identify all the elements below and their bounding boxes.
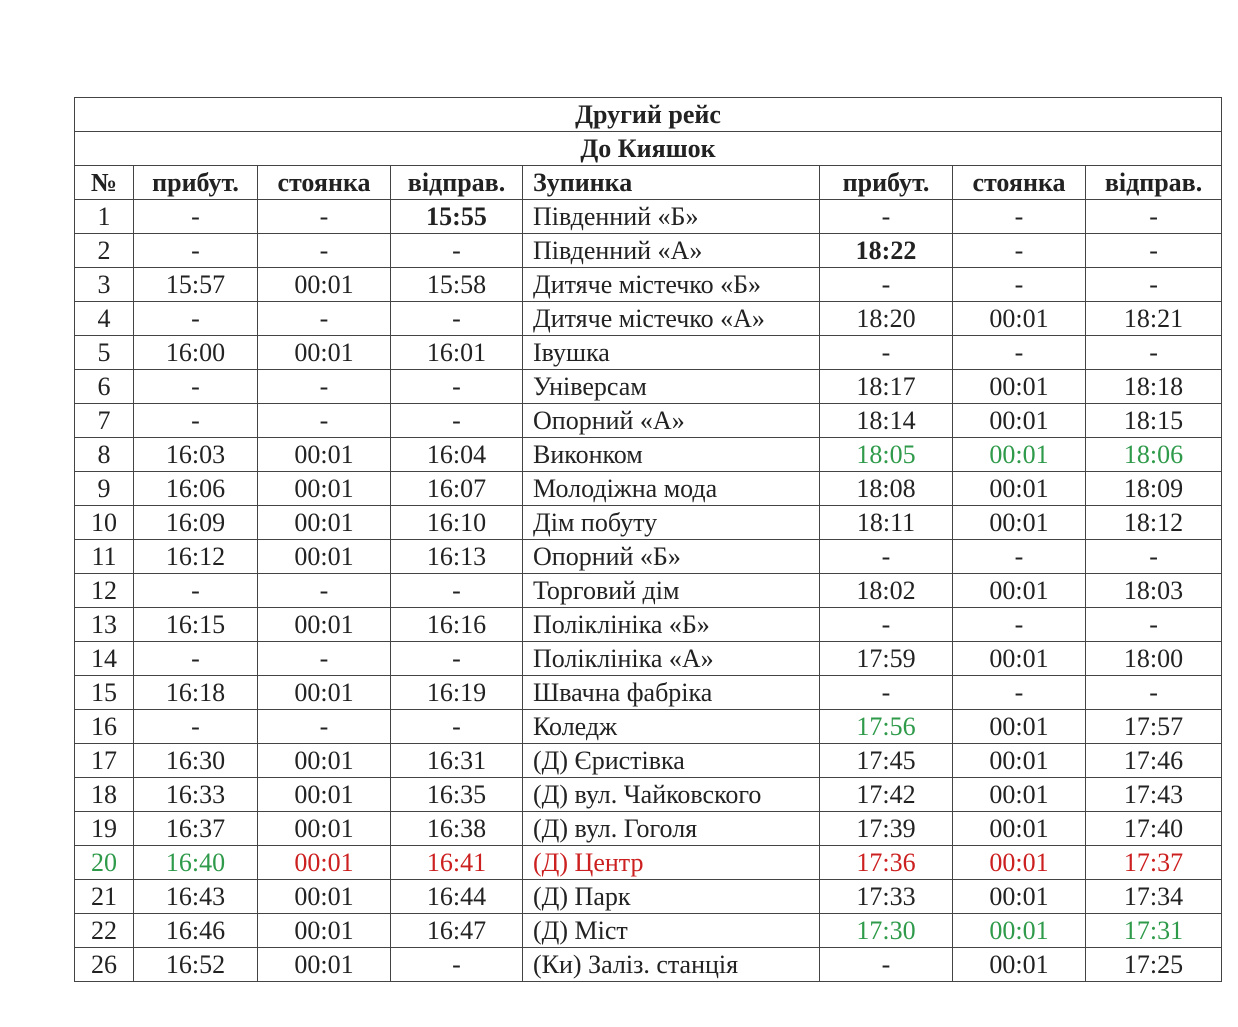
departure-back: 18:18 xyxy=(1086,370,1222,404)
stop-number: 8 xyxy=(75,438,134,472)
departure-back: 17:57 xyxy=(1086,710,1222,744)
arrival-out: - xyxy=(134,302,258,336)
stop-time-back: 00:01 xyxy=(953,574,1086,608)
departure-out: - xyxy=(391,234,523,268)
header-row xyxy=(75,166,1222,200)
subtitle-row xyxy=(75,132,1222,166)
stop-time-out: - xyxy=(258,370,391,404)
departure-back: - xyxy=(1086,608,1222,642)
arrival-back: - xyxy=(820,200,953,234)
stop-number: 20 xyxy=(75,846,134,880)
arrival-out: 16:37 xyxy=(134,812,258,846)
table-row xyxy=(75,880,1222,914)
stop-name: Івушка xyxy=(523,336,820,370)
stop-time-out: 00:01 xyxy=(258,846,391,880)
departure-back: - xyxy=(1086,200,1222,234)
departure-back: 17:37 xyxy=(1086,846,1222,880)
departure-out: 16:04 xyxy=(391,438,523,472)
schedule-body xyxy=(75,98,1222,982)
stop-number: 14 xyxy=(75,642,134,676)
stop-name: Дитяче містечко «А» xyxy=(523,302,820,336)
stop-name: Опорний «Б» xyxy=(523,540,820,574)
stop-number: 26 xyxy=(75,948,134,982)
departure-out: 16:35 xyxy=(391,778,523,812)
arrival-back: 18:14 xyxy=(820,404,953,438)
stop-time-back: 00:01 xyxy=(953,744,1086,778)
stop-name: Поліклініка «Б» xyxy=(523,608,820,642)
arrival-out: 16:18 xyxy=(134,676,258,710)
table-row xyxy=(75,608,1222,642)
stop-time-out: - xyxy=(258,200,391,234)
stop-time-out: 00:01 xyxy=(258,540,391,574)
table-row xyxy=(75,472,1222,506)
stop-time-out: 00:01 xyxy=(258,948,391,982)
departure-back: 18:06 xyxy=(1086,438,1222,472)
stop-time-out: - xyxy=(258,234,391,268)
departure-out: - xyxy=(391,574,523,608)
stop-name: (Д) Центр xyxy=(523,846,820,880)
stop-time-out: 00:01 xyxy=(258,914,391,948)
arrival-out: 16:33 xyxy=(134,778,258,812)
stop-time-back: 00:01 xyxy=(953,880,1086,914)
departure-back: - xyxy=(1086,234,1222,268)
departure-out: 16:38 xyxy=(391,812,523,846)
stop-name: (Д) Єристівка xyxy=(523,744,820,778)
departure-back: 18:03 xyxy=(1086,574,1222,608)
stop-time-out: 00:01 xyxy=(258,880,391,914)
stop-number: 11 xyxy=(75,540,134,574)
departure-out: - xyxy=(391,710,523,744)
table-row xyxy=(75,506,1222,540)
arrival-back: - xyxy=(820,540,953,574)
stop-time-back: 00:01 xyxy=(953,948,1086,982)
table-row xyxy=(75,404,1222,438)
departure-out: - xyxy=(391,948,523,982)
departure-back: 17:43 xyxy=(1086,778,1222,812)
stop-number: 16 xyxy=(75,710,134,744)
arrival-back: 18:17 xyxy=(820,370,953,404)
departure-back: 17:46 xyxy=(1086,744,1222,778)
table-row xyxy=(75,744,1222,778)
table-row xyxy=(75,574,1222,608)
arrival-out: - xyxy=(134,574,258,608)
stop-name: Виконком xyxy=(523,438,820,472)
departure-back: 18:21 xyxy=(1086,302,1222,336)
stop-time-out: 00:01 xyxy=(258,744,391,778)
stop-time-back: - xyxy=(953,336,1086,370)
arrival-back: 17:42 xyxy=(820,778,953,812)
stop-number: 3 xyxy=(75,268,134,302)
departure-back: 17:40 xyxy=(1086,812,1222,846)
arrival-back: 18:02 xyxy=(820,574,953,608)
departure-out: 16:47 xyxy=(391,914,523,948)
stop-time-out: 00:01 xyxy=(258,472,391,506)
stop-time-out: 00:01 xyxy=(258,676,391,710)
stop-time-out: 00:01 xyxy=(258,812,391,846)
arrival-out: 16:40 xyxy=(134,846,258,880)
table-row xyxy=(75,302,1222,336)
table-row xyxy=(75,438,1222,472)
stop-time-out: - xyxy=(258,574,391,608)
arrival-back: 18:20 xyxy=(820,302,953,336)
stop-time-back: 00:01 xyxy=(953,846,1086,880)
stop-number: 21 xyxy=(75,880,134,914)
arrival-out: 16:46 xyxy=(134,914,258,948)
table-row xyxy=(75,914,1222,948)
departure-out: 16:16 xyxy=(391,608,523,642)
table-row xyxy=(75,642,1222,676)
stop-number: 7 xyxy=(75,404,134,438)
header-stop-name: Зупинка xyxy=(523,166,820,200)
arrival-out: 16:06 xyxy=(134,472,258,506)
arrival-back: - xyxy=(820,948,953,982)
stop-number: 1 xyxy=(75,200,134,234)
header-number: № xyxy=(75,166,134,200)
stop-time-back: - xyxy=(953,540,1086,574)
stop-number: 13 xyxy=(75,608,134,642)
trip-direction: До Кияшок xyxy=(75,132,1222,166)
arrival-back: - xyxy=(820,336,953,370)
stop-time-back: 00:01 xyxy=(953,642,1086,676)
stop-name: Опорний «А» xyxy=(523,404,820,438)
stop-time-out: - xyxy=(258,302,391,336)
departure-out: - xyxy=(391,370,523,404)
stop-time-back: 00:01 xyxy=(953,778,1086,812)
stop-time-back: 00:01 xyxy=(953,370,1086,404)
stop-name: (Ки) Заліз. станція xyxy=(523,948,820,982)
title-row xyxy=(75,98,1222,132)
stop-number: 12 xyxy=(75,574,134,608)
table-row xyxy=(75,948,1222,982)
stop-time-back: 00:01 xyxy=(953,302,1086,336)
header-arrival-out: прибут. xyxy=(134,166,258,200)
table-row xyxy=(75,336,1222,370)
table-row xyxy=(75,200,1222,234)
departure-back: 18:15 xyxy=(1086,404,1222,438)
departure-out: 16:13 xyxy=(391,540,523,574)
arrival-back: 18:22 xyxy=(820,234,953,268)
arrival-back: 17:56 xyxy=(820,710,953,744)
table-row xyxy=(75,846,1222,880)
departure-out: 15:55 xyxy=(391,200,523,234)
stop-name: Торговий дім xyxy=(523,574,820,608)
arrival-back: 17:45 xyxy=(820,744,953,778)
stop-time-back: - xyxy=(953,234,1086,268)
stop-time-back: 00:01 xyxy=(953,914,1086,948)
stop-time-out: 00:01 xyxy=(258,506,391,540)
stop-time-out: 00:01 xyxy=(258,336,391,370)
departure-back: - xyxy=(1086,268,1222,302)
stop-name: (Д) вул. Гоголя xyxy=(523,812,820,846)
stop-time-back: - xyxy=(953,608,1086,642)
departure-out: 16:19 xyxy=(391,676,523,710)
arrival-out: 16:43 xyxy=(134,880,258,914)
arrival-out: 15:57 xyxy=(134,268,258,302)
departure-out: - xyxy=(391,404,523,438)
arrival-out: - xyxy=(134,642,258,676)
departure-back: 17:25 xyxy=(1086,948,1222,982)
stop-time-back: - xyxy=(953,268,1086,302)
departure-back: 18:12 xyxy=(1086,506,1222,540)
stop-name: Південний «Б» xyxy=(523,200,820,234)
stop-number: 4 xyxy=(75,302,134,336)
stop-time-out: - xyxy=(258,642,391,676)
departure-back: 18:09 xyxy=(1086,472,1222,506)
header-stop-out: стоянка xyxy=(258,166,391,200)
stop-number: 22 xyxy=(75,914,134,948)
stop-name: Південний «А» xyxy=(523,234,820,268)
stop-time-back: 00:01 xyxy=(953,404,1086,438)
stop-number: 18 xyxy=(75,778,134,812)
stop-name: Дитяче містечко «Б» xyxy=(523,268,820,302)
stop-time-back: 00:01 xyxy=(953,506,1086,540)
trip-title: Другий рейс xyxy=(75,98,1222,132)
stop-time-out: 00:01 xyxy=(258,608,391,642)
stop-time-back: 00:01 xyxy=(953,710,1086,744)
table-row xyxy=(75,234,1222,268)
departure-out: 15:58 xyxy=(391,268,523,302)
stop-time-out: - xyxy=(258,710,391,744)
arrival-back: 18:11 xyxy=(820,506,953,540)
arrival-out: 16:09 xyxy=(134,506,258,540)
departure-out: 16:44 xyxy=(391,880,523,914)
arrival-out: - xyxy=(134,200,258,234)
arrival-back: 17:59 xyxy=(820,642,953,676)
departure-out: 16:10 xyxy=(391,506,523,540)
table-row xyxy=(75,268,1222,302)
departure-back: - xyxy=(1086,540,1222,574)
arrival-back: 17:39 xyxy=(820,812,953,846)
stop-time-out: - xyxy=(258,404,391,438)
arrival-back: - xyxy=(820,676,953,710)
stop-name: Поліклініка «А» xyxy=(523,642,820,676)
stop-name: (Д) вул. Чайковского xyxy=(523,778,820,812)
departure-out: 16:31 xyxy=(391,744,523,778)
table-row xyxy=(75,710,1222,744)
stop-number: 17 xyxy=(75,744,134,778)
stop-time-out: 00:01 xyxy=(258,268,391,302)
stop-number: 19 xyxy=(75,812,134,846)
arrival-out: - xyxy=(134,370,258,404)
stop-number: 2 xyxy=(75,234,134,268)
departure-back: - xyxy=(1086,336,1222,370)
stop-name: Коледж xyxy=(523,710,820,744)
stop-time-back: 00:01 xyxy=(953,812,1086,846)
stop-time-back: - xyxy=(953,200,1086,234)
header-departure-back: відправ. xyxy=(1086,166,1222,200)
arrival-out: - xyxy=(134,710,258,744)
schedule-table xyxy=(74,97,1222,982)
departure-back: 17:34 xyxy=(1086,880,1222,914)
arrival-back: 17:33 xyxy=(820,880,953,914)
arrival-back: 17:36 xyxy=(820,846,953,880)
stop-number: 6 xyxy=(75,370,134,404)
table-row xyxy=(75,540,1222,574)
arrival-out: 16:00 xyxy=(134,336,258,370)
departure-out: - xyxy=(391,302,523,336)
departure-back: 17:31 xyxy=(1086,914,1222,948)
table-row xyxy=(75,370,1222,404)
table-row xyxy=(75,676,1222,710)
stop-number: 10 xyxy=(75,506,134,540)
departure-out: 16:01 xyxy=(391,336,523,370)
stop-name: Швачна фабріка xyxy=(523,676,820,710)
stop-name: Дім побуту xyxy=(523,506,820,540)
stop-name: (Д) Міст xyxy=(523,914,820,948)
stop-time-out: 00:01 xyxy=(258,438,391,472)
table-row xyxy=(75,812,1222,846)
departure-back: - xyxy=(1086,676,1222,710)
arrival-out: 16:15 xyxy=(134,608,258,642)
arrival-back: 18:05 xyxy=(820,438,953,472)
arrival-back: - xyxy=(820,608,953,642)
arrival-back: 18:08 xyxy=(820,472,953,506)
arrival-out: - xyxy=(134,404,258,438)
arrival-out: - xyxy=(134,234,258,268)
stop-number: 5 xyxy=(75,336,134,370)
table-row xyxy=(75,778,1222,812)
header-departure-out: відправ. xyxy=(391,166,523,200)
header-stop-back: стоянка xyxy=(953,166,1086,200)
stop-time-back: 00:01 xyxy=(953,472,1086,506)
stop-time-back: 00:01 xyxy=(953,438,1086,472)
stop-name: Молодіжна мода xyxy=(523,472,820,506)
arrival-out: 16:12 xyxy=(134,540,258,574)
departure-out: 16:41 xyxy=(391,846,523,880)
stop-time-out: 00:01 xyxy=(258,778,391,812)
arrival-out: 16:30 xyxy=(134,744,258,778)
header-arrival-back: прибут. xyxy=(820,166,953,200)
stop-name: Універсам xyxy=(523,370,820,404)
stop-name: (Д) Парк xyxy=(523,880,820,914)
arrival-back: 17:30 xyxy=(820,914,953,948)
arrival-back: - xyxy=(820,268,953,302)
stop-number: 9 xyxy=(75,472,134,506)
departure-back: 18:00 xyxy=(1086,642,1222,676)
arrival-out: 16:52 xyxy=(134,948,258,982)
departure-out: - xyxy=(391,642,523,676)
departure-out: 16:07 xyxy=(391,472,523,506)
stop-time-back: - xyxy=(953,676,1086,710)
arrival-out: 16:03 xyxy=(134,438,258,472)
stop-number: 15 xyxy=(75,676,134,710)
